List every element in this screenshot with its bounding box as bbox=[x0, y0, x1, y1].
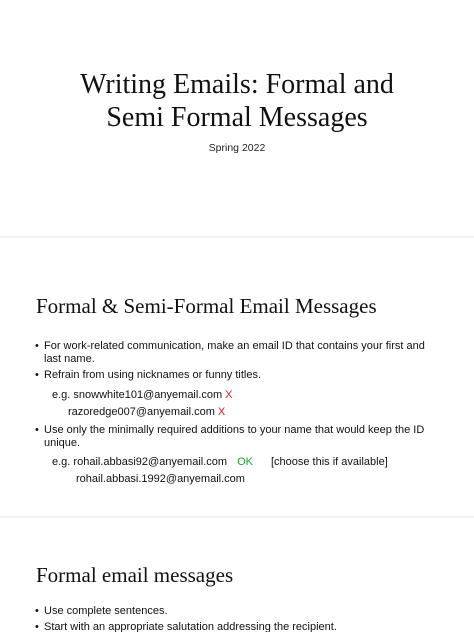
bullet-item: • Use only the minimally required additions to your name that would keep the ID unique. bbox=[36, 424, 436, 450]
reject-mark: X bbox=[217, 406, 226, 418]
slide-title-line-2: Semi Formal Messages bbox=[106, 102, 368, 133]
example-line bbox=[76, 473, 245, 485]
bullet-list bbox=[36, 424, 436, 453]
slide-heading: Formal email messages bbox=[36, 563, 234, 587]
example-email: rohail.abbasi.1992@anyemail.com bbox=[76, 473, 245, 485]
bullet-item: • Use complete sentences. bbox=[36, 605, 436, 618]
bullet-list bbox=[36, 340, 436, 385]
formal-semi-formal-slide bbox=[0, 238, 474, 516]
bullet-list bbox=[36, 605, 436, 632]
example-line bbox=[52, 389, 233, 401]
title-slide bbox=[0, 0, 474, 236]
slide-title bbox=[0, 68, 474, 134]
example-line bbox=[68, 406, 225, 418]
example-email: snowwhite101@anyemail.com bbox=[73, 389, 223, 401]
example-email: rohail.abbasi92@anyemail.com bbox=[73, 456, 228, 468]
slide-heading: Formal & Semi-Formal Email Messages bbox=[36, 294, 377, 318]
example-note: [choose this if available] bbox=[270, 456, 388, 468]
slide-title-line-1: Writing Emails: Formal and bbox=[80, 69, 394, 100]
bullet-item: • Start with an appropriate salutation addressing the recipient. bbox=[36, 621, 436, 632]
formal-email-slide bbox=[0, 518, 474, 632]
example-line bbox=[52, 456, 388, 468]
example-prefix: e.g. bbox=[52, 456, 71, 468]
example-email: razoredge007@anyemail.com bbox=[68, 406, 215, 418]
reject-mark: X bbox=[225, 389, 233, 401]
bullet-item: • For work-related communication, make an email ID that contains your first and last name. bbox=[36, 340, 436, 366]
ok-mark: OK bbox=[237, 456, 253, 468]
bullet-item: • Refrain from using nicknames or funny titles. bbox=[36, 369, 436, 382]
slide-subtitle: Spring 2022 bbox=[208, 142, 266, 154]
example-prefix: e.g. bbox=[52, 389, 71, 401]
